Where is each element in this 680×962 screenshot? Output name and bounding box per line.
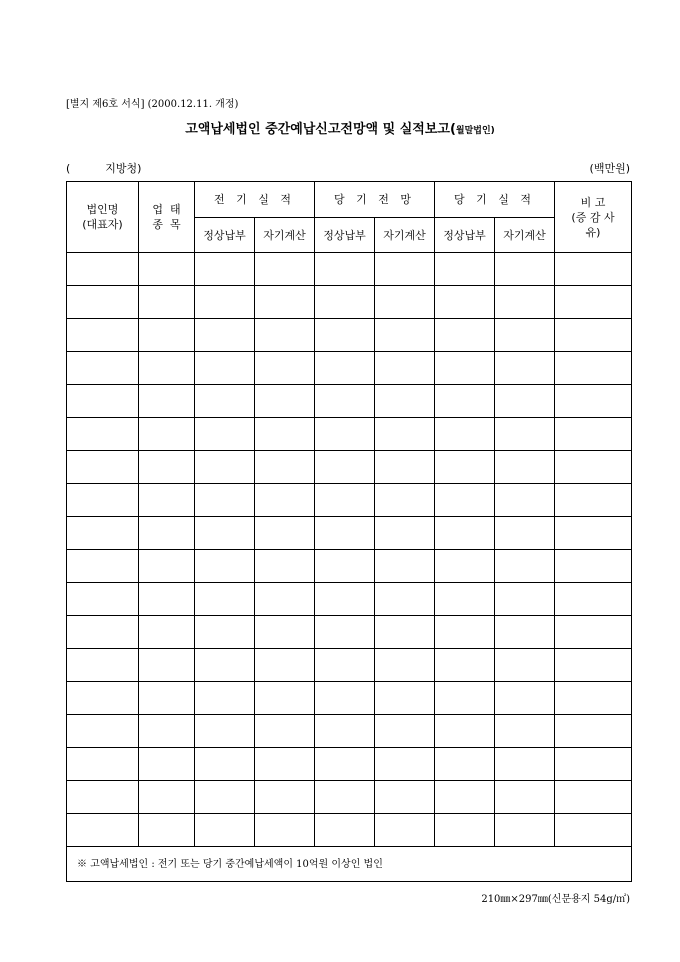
table-cell[interactable] <box>139 352 195 385</box>
table-cell[interactable] <box>495 352 555 385</box>
table-cell[interactable] <box>67 451 139 484</box>
table-cell[interactable] <box>195 814 255 847</box>
table-cell[interactable] <box>315 583 375 616</box>
table-cell[interactable] <box>195 286 255 319</box>
table-cell[interactable] <box>67 352 139 385</box>
table-cell[interactable] <box>139 682 195 715</box>
table-cell[interactable] <box>495 385 555 418</box>
table-cell[interactable] <box>435 649 495 682</box>
table-cell[interactable] <box>139 286 195 319</box>
table-cell[interactable] <box>67 484 139 517</box>
table-cell[interactable] <box>195 385 255 418</box>
title-sub: 월말법인) <box>455 126 495 136</box>
table-cell[interactable] <box>315 286 375 319</box>
table-cell[interactable] <box>255 319 315 352</box>
table-cell[interactable] <box>495 583 555 616</box>
table-cell[interactable] <box>255 517 315 550</box>
table-cell[interactable] <box>195 319 255 352</box>
report-table <box>66 181 632 882</box>
document-title <box>0 118 680 137</box>
table-cell[interactable] <box>195 418 255 451</box>
table-cell[interactable] <box>195 451 255 484</box>
table-row <box>67 616 632 649</box>
table-cell[interactable] <box>315 451 375 484</box>
table-cell[interactable] <box>495 517 555 550</box>
table-cell[interactable] <box>555 253 632 286</box>
table-cell[interactable] <box>255 649 315 682</box>
table-row <box>67 517 632 550</box>
table-cell[interactable] <box>139 451 195 484</box>
table-row <box>67 715 632 748</box>
table-cell[interactable] <box>255 451 315 484</box>
table-cell[interactable] <box>255 814 315 847</box>
table-cell[interactable] <box>67 781 139 814</box>
table-cell[interactable] <box>555 814 632 847</box>
table-cell[interactable] <box>139 517 195 550</box>
unit-label: (백만원) <box>589 162 630 175</box>
table-cell[interactable] <box>555 583 632 616</box>
table-cell[interactable] <box>67 286 139 319</box>
table-cell[interactable] <box>495 319 555 352</box>
table-cell[interactable] <box>375 385 435 418</box>
table-row <box>67 418 632 451</box>
table-cell[interactable] <box>139 781 195 814</box>
table-cell[interactable] <box>555 418 632 451</box>
table-cell[interactable] <box>555 352 632 385</box>
table-cell[interactable] <box>315 385 375 418</box>
header-corp-name: 법인명 (대표자) <box>67 182 139 253</box>
table-cell[interactable] <box>315 484 375 517</box>
table-cell[interactable] <box>315 649 375 682</box>
table-row <box>67 286 632 319</box>
table-cell[interactable] <box>375 517 435 550</box>
table-cell[interactable] <box>139 748 195 781</box>
table-cell[interactable] <box>555 484 632 517</box>
table-row <box>67 814 632 847</box>
table-cell[interactable] <box>555 616 632 649</box>
table-cell[interactable] <box>435 583 495 616</box>
table-cell[interactable] <box>435 517 495 550</box>
table-cell[interactable] <box>495 715 555 748</box>
header-prev-results: 전 기 실 적 <box>195 182 315 218</box>
table-cell[interactable] <box>195 781 255 814</box>
table-cell[interactable] <box>67 583 139 616</box>
table-cell[interactable] <box>435 385 495 418</box>
table-cell[interactable] <box>375 550 435 583</box>
subheader-current-self: 자기계산 <box>495 218 555 253</box>
header-business-type: 업 태 종 목 <box>139 182 195 253</box>
table-cell[interactable] <box>139 484 195 517</box>
table-row <box>67 583 632 616</box>
table-cell[interactable] <box>255 781 315 814</box>
table-cell[interactable] <box>495 616 555 649</box>
table-cell[interactable] <box>435 781 495 814</box>
table-cell[interactable] <box>495 286 555 319</box>
table-cell[interactable] <box>195 649 255 682</box>
table-cell[interactable] <box>435 418 495 451</box>
table-cell[interactable] <box>495 451 555 484</box>
table-cell[interactable] <box>495 253 555 286</box>
table-cell[interactable] <box>375 781 435 814</box>
table-cell[interactable] <box>67 616 139 649</box>
table-cell[interactable] <box>495 814 555 847</box>
table-cell[interactable] <box>67 682 139 715</box>
table-row <box>67 484 632 517</box>
table-cell[interactable] <box>315 781 375 814</box>
subheader-forecast-self: 자기계산 <box>375 218 435 253</box>
table-row <box>67 253 632 286</box>
table-row <box>67 352 632 385</box>
table-cell[interactable] <box>555 385 632 418</box>
table-cell[interactable] <box>255 352 315 385</box>
table-cell[interactable] <box>315 253 375 286</box>
table-cell[interactable] <box>255 385 315 418</box>
table-cell[interactable] <box>375 748 435 781</box>
table-cell[interactable] <box>495 418 555 451</box>
table-cell[interactable] <box>255 253 315 286</box>
table-cell[interactable] <box>139 814 195 847</box>
table-cell[interactable] <box>375 583 435 616</box>
table-cell[interactable] <box>139 583 195 616</box>
table-cell[interactable] <box>139 319 195 352</box>
table-cell[interactable] <box>315 352 375 385</box>
table-cell[interactable] <box>555 550 632 583</box>
table-cell[interactable] <box>255 484 315 517</box>
subheader-prev-regular: 정상납부 <box>195 218 255 253</box>
table-cell[interactable] <box>435 319 495 352</box>
table-row <box>67 781 632 814</box>
table-cell[interactable] <box>555 781 632 814</box>
table-cell[interactable] <box>67 814 139 847</box>
table-cell[interactable] <box>495 781 555 814</box>
table-body <box>67 253 632 847</box>
table-cell[interactable] <box>375 418 435 451</box>
table-cell[interactable] <box>495 748 555 781</box>
table-cell[interactable] <box>255 715 315 748</box>
table-cell[interactable] <box>495 484 555 517</box>
table-cell[interactable] <box>435 616 495 649</box>
table-cell[interactable] <box>195 748 255 781</box>
table-cell[interactable] <box>255 583 315 616</box>
table-cell[interactable] <box>375 484 435 517</box>
table-cell[interactable] <box>67 385 139 418</box>
table-cell[interactable] <box>555 319 632 352</box>
table-cell[interactable] <box>195 715 255 748</box>
table-cell[interactable] <box>315 517 375 550</box>
table-cell[interactable] <box>375 253 435 286</box>
table-cell[interactable] <box>435 352 495 385</box>
table-cell[interactable] <box>435 814 495 847</box>
table-cell[interactable] <box>139 418 195 451</box>
table-cell[interactable] <box>315 418 375 451</box>
table-cell[interactable] <box>67 517 139 550</box>
table-cell[interactable] <box>255 550 315 583</box>
table-cell[interactable] <box>139 550 195 583</box>
table-cell[interactable] <box>67 649 139 682</box>
subheader-forecast-regular: 정상납부 <box>315 218 375 253</box>
table-cell[interactable] <box>435 451 495 484</box>
table-cell[interactable] <box>195 253 255 286</box>
table-row <box>67 682 632 715</box>
table-cell[interactable] <box>555 649 632 682</box>
table-cell[interactable] <box>315 616 375 649</box>
table-cell[interactable] <box>67 418 139 451</box>
table-cell[interactable] <box>139 649 195 682</box>
table-cell[interactable] <box>315 550 375 583</box>
table-cell[interactable] <box>375 814 435 847</box>
table-cell[interactable] <box>255 748 315 781</box>
table-cell[interactable] <box>555 517 632 550</box>
table-cell[interactable] <box>67 319 139 352</box>
form-reference: [별지 제6호 서식] (2000.12.11. 개정) <box>66 99 239 110</box>
header-current-results: 당 기 실 적 <box>435 182 555 218</box>
table-cell[interactable] <box>67 253 139 286</box>
table-cell[interactable] <box>315 748 375 781</box>
table-cell[interactable] <box>375 352 435 385</box>
table-cell[interactable] <box>195 352 255 385</box>
table-cell[interactable] <box>495 649 555 682</box>
table-cell[interactable] <box>195 550 255 583</box>
table-cell[interactable] <box>315 319 375 352</box>
table-cell[interactable] <box>435 484 495 517</box>
table-cell[interactable] <box>195 484 255 517</box>
table-cell[interactable] <box>435 682 495 715</box>
table-cell[interactable] <box>375 649 435 682</box>
table-cell[interactable] <box>195 517 255 550</box>
table-cell[interactable] <box>139 253 195 286</box>
table-cell[interactable] <box>375 286 435 319</box>
table-note: ※ 고액납세법인 : 전기 또는 당기 중간예납세액이 10억원 이상인 법인 <box>67 847 632 882</box>
table-cell[interactable] <box>67 748 139 781</box>
table-cell[interactable] <box>555 286 632 319</box>
table-cell[interactable] <box>555 682 632 715</box>
table-cell[interactable] <box>195 682 255 715</box>
header-current-forecast: 당 기 전 망 <box>315 182 435 218</box>
table-cell[interactable] <box>435 550 495 583</box>
table-cell[interactable] <box>375 451 435 484</box>
table-cell[interactable] <box>139 385 195 418</box>
table-cell[interactable] <box>375 715 435 748</box>
table-cell[interactable] <box>375 616 435 649</box>
table-cell[interactable] <box>555 715 632 748</box>
table-cell[interactable] <box>495 550 555 583</box>
table-row <box>67 748 632 781</box>
table-row <box>67 649 632 682</box>
table-row <box>67 550 632 583</box>
table-cell[interactable] <box>315 682 375 715</box>
table-cell[interactable] <box>435 286 495 319</box>
table-cell[interactable] <box>435 748 495 781</box>
table-cell[interactable] <box>315 814 375 847</box>
paper-size-label: 210㎜×297㎜(신문용지 54g/㎡) <box>481 894 630 905</box>
table-cell[interactable] <box>495 682 555 715</box>
table-cell[interactable] <box>195 616 255 649</box>
table-cell[interactable] <box>139 616 195 649</box>
subheader-current-regular: 정상납부 <box>435 218 495 253</box>
header-remarks: 비 고 (증 감 사 유) <box>555 182 632 253</box>
regional-office-label: ( 지방청) <box>66 162 142 175</box>
table-cell[interactable] <box>375 682 435 715</box>
table-cell[interactable] <box>555 748 632 781</box>
title-main: 고액납세법인 중간예납신고전망액 및 실적보고( <box>185 122 456 137</box>
table-row <box>67 385 632 418</box>
table-cell[interactable] <box>255 616 315 649</box>
table-cell[interactable] <box>67 715 139 748</box>
table-cell[interactable] <box>255 286 315 319</box>
table-cell[interactable] <box>435 253 495 286</box>
table-cell[interactable] <box>255 418 315 451</box>
table-cell[interactable] <box>139 715 195 748</box>
table-row <box>67 319 632 352</box>
table-cell[interactable] <box>555 451 632 484</box>
table-cell[interactable] <box>315 715 375 748</box>
table-cell[interactable] <box>255 682 315 715</box>
subheader-prev-self: 자기계산 <box>255 218 315 253</box>
table-cell[interactable] <box>435 715 495 748</box>
table-cell[interactable] <box>375 319 435 352</box>
table-cell[interactable] <box>67 550 139 583</box>
table-cell[interactable] <box>195 583 255 616</box>
table-row <box>67 451 632 484</box>
